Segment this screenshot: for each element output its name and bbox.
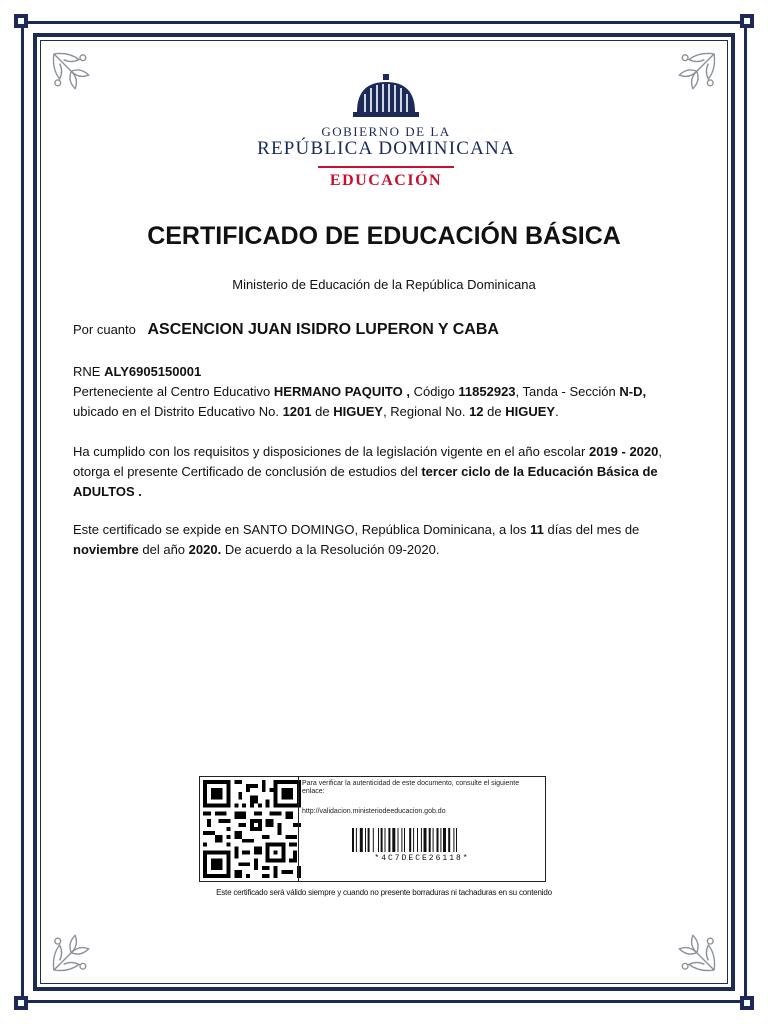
- text-segment: ubicado en el Distrito Educativo No.: [73, 404, 279, 419]
- barcode-icon: [352, 828, 492, 852]
- barcode-bar: [381, 828, 383, 852]
- qr-code-icon[interactable]: [203, 780, 301, 878]
- school-year: 2019 - 2020: [588, 444, 659, 459]
- barcode-bar: [360, 828, 363, 852]
- text-segment: de: [487, 404, 502, 419]
- corner-ornament-icon: [50, 916, 108, 974]
- barcode-bar: [388, 828, 390, 852]
- issue-year: 2020.: [188, 542, 222, 557]
- corner-ornament-icon: [50, 50, 108, 108]
- education-cycle: tercer ciclo de la Educación Básica de ADULTOS .: [73, 464, 658, 499]
- barcode-bar: [429, 828, 431, 852]
- barcode-bar: [401, 828, 402, 852]
- logo-line-3: EDUCACIÓN: [329, 172, 443, 189]
- barcode-bar: [424, 828, 427, 852]
- corner-square-top-right: [740, 14, 754, 28]
- text-segment: del año: [142, 542, 186, 557]
- text-segment: , otorga el presente Certificado de conclusión de estudios del: [73, 444, 663, 479]
- barcode-bar: [392, 828, 395, 852]
- logo-line-2: REPÚBLICA DOMINICANA: [257, 138, 515, 159]
- student-name: ASCENCION JUAN ISIDRO LUPERON Y CABA: [147, 321, 499, 338]
- government-logo: [236, 70, 536, 195]
- barcode-bar: [453, 828, 454, 852]
- text-segment: .: [555, 404, 559, 419]
- student-details-paragraph: [73, 362, 693, 422]
- issue-month: noviembre: [73, 542, 139, 557]
- rne-label: RNE: [73, 364, 101, 379]
- barcode-bar: [448, 828, 450, 852]
- text-segment: días del mes de: [547, 522, 640, 537]
- barcode-bar: [443, 828, 446, 852]
- logo-divider: [318, 166, 454, 168]
- por-cuanto-label: Por cuanto: [73, 322, 136, 337]
- text-segment: Perteneciente al Centro Educativo: [73, 384, 271, 399]
- text-segment: , Tanda - Sección: [515, 384, 616, 399]
- barcode-bar: [404, 828, 405, 852]
- barcode-text: *4C7DECE26118*: [374, 854, 470, 863]
- barcode-bar: [356, 828, 357, 852]
- section-value: N-D,: [619, 384, 647, 399]
- school-name: HERMANO PAQUITO ,: [273, 384, 410, 399]
- barcode-bar: [378, 828, 379, 852]
- barcode-bar: [398, 828, 399, 852]
- school-code: 11852923: [458, 384, 516, 399]
- text-segment: De acuerdo a la Resolución 09-2020.: [224, 542, 440, 557]
- text-segment: Este certificado se expide en SANTO DOMINGO, República Dominicana, a los: [73, 522, 527, 537]
- requirements-paragraph: [73, 442, 693, 502]
- corner-ornament-icon: [660, 916, 718, 974]
- verification-link[interactable]: http://validacion.ministeriodeeducacion.gob.do: [302, 808, 446, 815]
- verification-text: Para verificar la autenticidad de este documento, consulte el siguiente enlace:: [302, 780, 520, 795]
- district-number: 1201: [282, 404, 312, 419]
- barcode-bar: [385, 828, 386, 852]
- barcode-bar: [368, 828, 370, 852]
- barcode-bar: [352, 828, 354, 852]
- text-segment: , Regional No.: [383, 404, 466, 419]
- text-segment: Código: [413, 384, 455, 399]
- verification-divider: [298, 776, 299, 882]
- corner-square-bottom-left: [14, 996, 28, 1010]
- por-cuanto-line: [73, 321, 499, 339]
- corner-square-top-left: [14, 14, 28, 28]
- barcode-bar: [433, 828, 434, 852]
- barcode-bar: [417, 828, 418, 852]
- validity-footer: Este certificado será válido siempre y cuando no presente borraduras ni tachaduras en su contenido: [216, 888, 552, 897]
- dome-icon: [351, 72, 421, 122]
- regional-number: 12: [469, 404, 484, 419]
- regional-name: HIGUEY: [505, 404, 556, 419]
- barcode-bar: [413, 828, 414, 852]
- rne-value: ALY6905150001: [104, 364, 202, 379]
- barcode-bar: [409, 828, 411, 852]
- barcode-bar: [440, 828, 441, 852]
- ministry-subtitle: Ministerio de Educación de la República Dominicana: [232, 277, 536, 292]
- certificate-title: CERTIFICADO DE EDUCACIÓN BÁSICA: [147, 222, 621, 250]
- district-name: HIGUEY: [333, 404, 384, 419]
- barcode-bar: [421, 828, 422, 852]
- barcode-bar: [456, 828, 457, 852]
- barcode-bar: [365, 828, 366, 852]
- issuance-paragraph: [73, 520, 693, 560]
- corner-ornament-icon: [660, 50, 718, 108]
- barcode-bar: [373, 828, 374, 852]
- barcode-bar: [437, 828, 439, 852]
- text-segment: de: [315, 404, 330, 419]
- issue-day: 11: [530, 522, 544, 537]
- corner-square-bottom-right: [740, 996, 754, 1010]
- logo-line-1: GOBIERNO DE LA: [321, 124, 451, 139]
- text-segment: Ha cumplido con los requisitos y disposiciones de la legislación vigente en el año escolar: [73, 444, 586, 459]
